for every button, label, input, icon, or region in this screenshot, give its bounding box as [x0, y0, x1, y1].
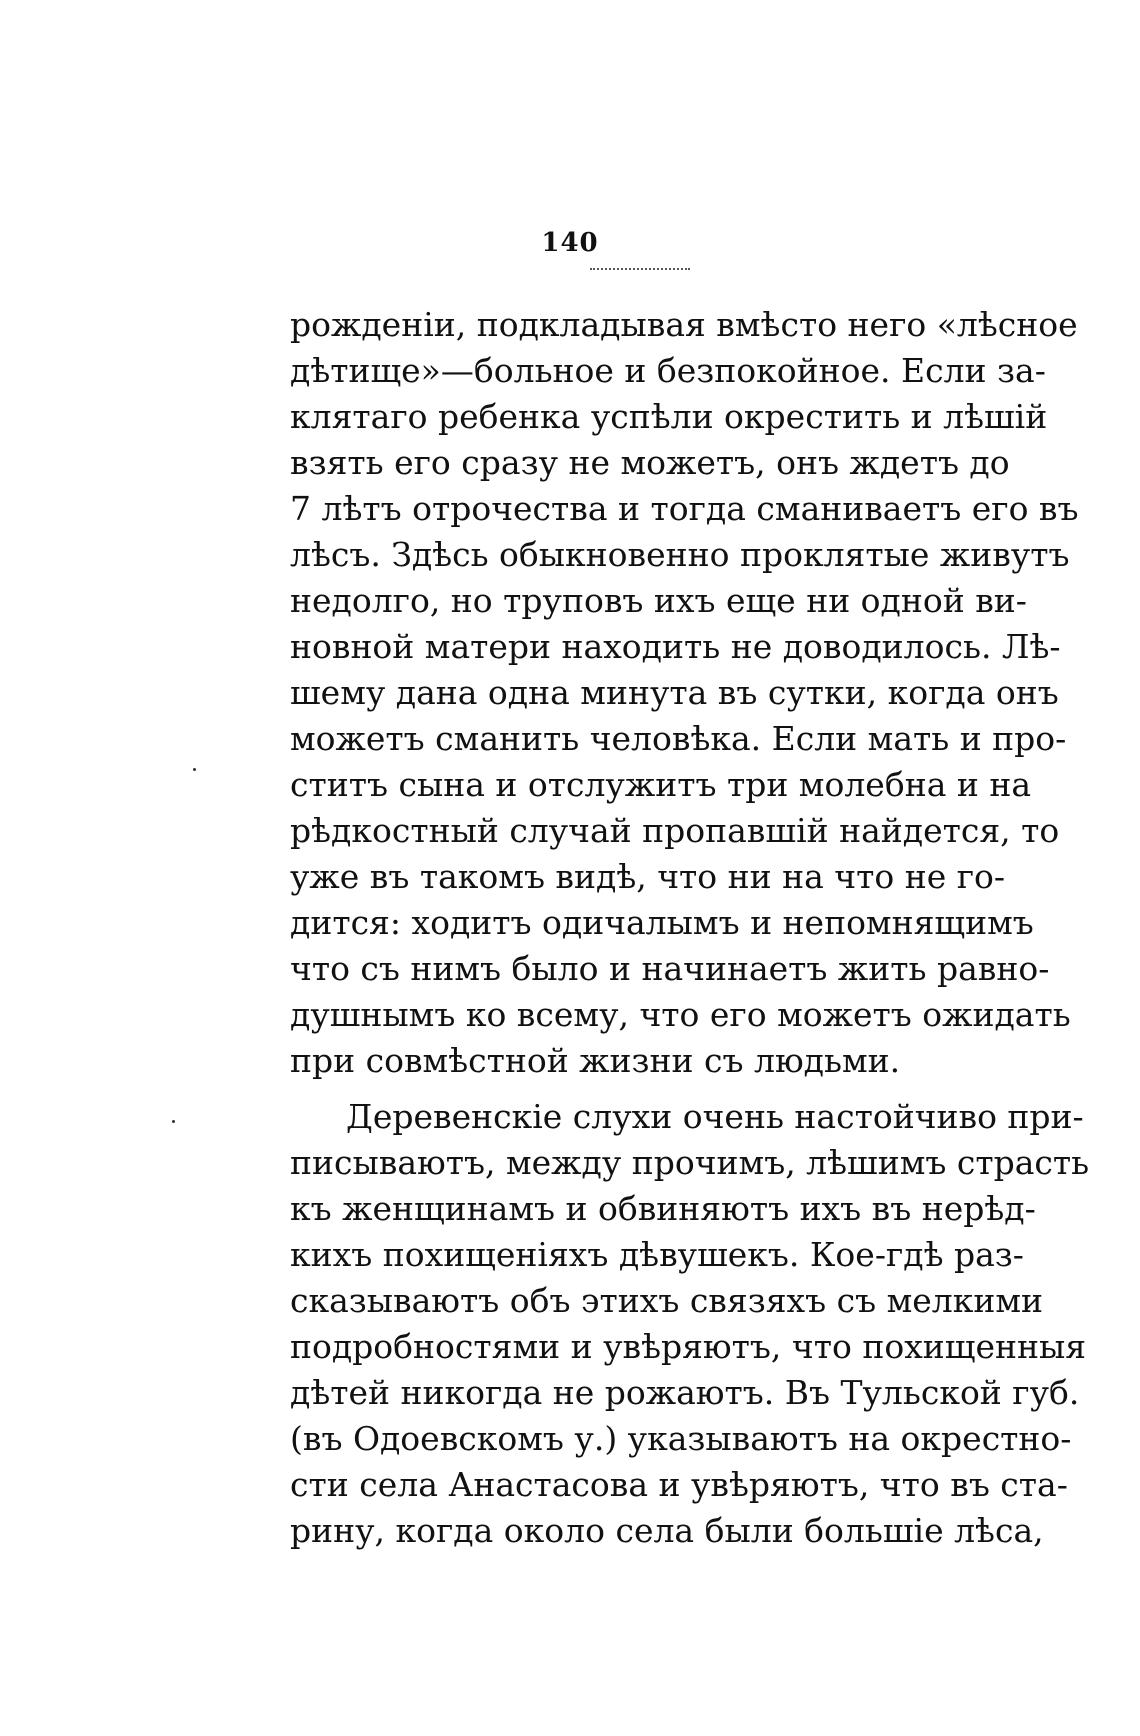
text-line: дѣтей никогда не рожаютъ. Въ Тульской губ.: [290, 1373, 1080, 1412]
text-line: рѣдкостный случай пропавшій найдется, то: [290, 811, 1060, 850]
text-line: новной матери находить не доводилось. Лѣ-: [290, 627, 1061, 666]
text-line: можетъ сманить человѣка. Если мать и про-: [290, 719, 1067, 758]
text-line: недолго, но труповъ ихъ еще ни одной ви-: [290, 581, 1027, 620]
print-speck: [172, 1120, 175, 1123]
text-line: 7 лѣтъ отрочества и тогда сманиваетъ его въ: [290, 489, 1079, 528]
text-line: къ женщинамъ и обвиняютъ ихъ въ нерѣд-: [290, 1189, 1036, 1228]
text-line: дѣтище»—больное и безпокойное. Если за-: [290, 351, 1046, 390]
text-line: уже въ такомъ видѣ, что ни на что не го-: [290, 857, 1006, 896]
text-line: подробностями и увѣряютъ, что похищенныя: [290, 1327, 1087, 1366]
text-line: сти села Анастасова и увѣряютъ, что въ ста-: [290, 1465, 1068, 1504]
text-line: рожденіи, подкладывая вмѣсто него «лѣсное: [290, 305, 1078, 344]
text-line: что съ нимъ было и начинаетъ жить равно-: [290, 949, 1050, 988]
body-text: [290, 302, 1090, 1554]
text-line: шему дана одна минута въ сутки, когда онъ: [290, 673, 1059, 712]
text-line: клятаго ребенка успѣли окрестить и лѣшій: [290, 397, 1048, 436]
text-line: рину, когда около села были большіе лѣса,: [290, 1511, 1044, 1550]
paragraph-2: [290, 1094, 1090, 1554]
text-line: кихъ похищеніяхъ дѣвушекъ. Кое-гдѣ раз-: [290, 1235, 1024, 1274]
header-rule: [590, 268, 690, 270]
text-line: лѣсъ. Здѣсь обыкновенно проклятые живутъ: [290, 535, 1070, 574]
text-line: при совмѣстной жизни съ людьми.: [290, 1041, 901, 1080]
text-line: дится: ходитъ одичалымъ и непомнящимъ: [290, 903, 1034, 942]
text-line: душнымъ ко всему, что его можетъ ожидать: [290, 995, 1071, 1034]
text-line: взять его сразу не можетъ, онъ ждетъ до: [290, 443, 1010, 482]
text-line: сказываютъ объ этихъ связяхъ съ мелкими: [290, 1281, 1044, 1320]
text-line: ститъ сына и отслужитъ три молебна и на: [290, 765, 1032, 804]
text-line: (въ Одоевскомъ у.) указываютъ на окрестно-: [290, 1419, 1072, 1458]
page-number: 140: [541, 228, 599, 258]
text-line: Деревенскіе слухи очень настойчиво при-: [346, 1097, 1084, 1136]
paragraph-1: [290, 302, 1079, 1084]
text-line: писываютъ, между прочимъ, лѣшимъ страсть: [290, 1143, 1090, 1182]
print-speck: [193, 768, 196, 771]
